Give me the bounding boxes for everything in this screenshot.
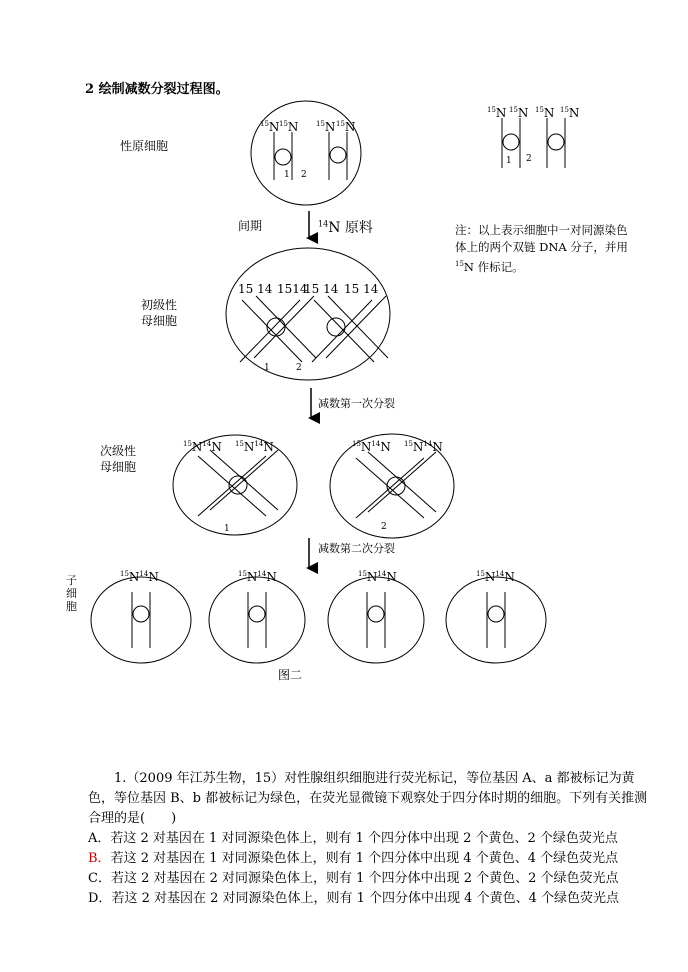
secondary-chromosomes-1: [198, 450, 278, 516]
strand-label: 15 14: [304, 282, 339, 296]
label-secondary-cell-1: 次级性: [100, 444, 137, 458]
primary-chromosomes: [240, 296, 388, 362]
chromosome-number: 1: [264, 363, 270, 373]
label-daughter-cell: 子细胞: [66, 574, 77, 613]
daughter-cells: [91, 577, 546, 663]
label-primary-cell-2: 母细胞: [141, 314, 178, 328]
strand-label: $^{15}N^{14}N$: [404, 440, 443, 454]
strand-label: $^{15}N^{14}N$: [476, 570, 515, 584]
strand-label: $^{15}N^{14}N$: [235, 440, 274, 454]
strand-label: $^{15}$N: [560, 106, 580, 120]
label-meiosis1: 减数第一次分裂: [318, 397, 395, 410]
label-secondary-cell-2: 母细胞: [100, 460, 137, 474]
label-meiosis2: 减数第二次分裂: [318, 542, 395, 555]
option-a: A．若这 2 对基因在 1 对同源染色体上，则有 1 个四分体中出现 2 个黄色、2 个绿色荧光点: [88, 831, 618, 846]
chromosome-number: 2: [526, 154, 532, 164]
chromosome-number: 1: [506, 156, 512, 166]
label-original-cell: 性原细胞: [120, 139, 169, 153]
strand-label: $^{15}$N: [279, 120, 299, 134]
primary-cell: [226, 248, 390, 380]
chromosome-number: 2: [301, 170, 307, 180]
strand-label: 15 14: [238, 282, 273, 296]
note: 注：以上表示细胞中一对同源染色 体上的两个双链 DNA 分子，并用 $^{15}$N 作标记。: [455, 223, 628, 274]
strand-label: $^{15}N^{14}N$: [183, 440, 222, 454]
strand-label: $^{15}$N: [336, 120, 356, 134]
option-d: D．若这 2 对基因在 2 对同源染色体上，则有 1 个四分体中出现 4 个黄色、4 个绿色荧光点: [88, 891, 619, 906]
strand-label: $^{15}$N: [316, 120, 336, 134]
label-interphase: 间期: [238, 219, 263, 233]
strand-label: $^{15}$N: [260, 120, 280, 134]
chromosome-number: 1: [224, 524, 230, 534]
original-cell: [251, 101, 361, 205]
chromosome-number: 2: [381, 522, 387, 532]
option-b-letter: B．: [88, 851, 111, 866]
strand-label: $^{15}$N: [487, 106, 507, 120]
strand-label: $^{15}N^{14}N$: [352, 440, 391, 454]
option-c: C．若这 2 对基因在 2 对同源染色体上，则有 1 个四分体中出现 2 个黄色、2 个绿色荧光点: [88, 871, 619, 886]
strand-label: $^{15}N^{14}N$: [238, 570, 277, 584]
chromosome-number: 1: [284, 170, 290, 180]
strand-label: $^{15}$N: [535, 106, 555, 120]
section-title: 2 绘制减数分裂过程图。: [85, 82, 229, 97]
question-stem: 1.（2009 年江苏生物，15）对性腺组织细胞进行荧光标记，等位基因 A、a 都被标记为黄色，等位基因 B、b 都被标记为绿色，在荧光显微镜下观察处于四分体时期的细胞。下列有关推测合理的是( ): [88, 771, 648, 826]
option-b: B．若这 2 对基因在 1 对同源染色体上，则有 1 个四分体中出现 4 个黄色、4 个绿色荧光点: [88, 851, 619, 866]
label-raw-material: $^{14}$N 原料: [318, 219, 373, 236]
strand-label: $^{15}N^{14}N$: [120, 570, 159, 584]
strand-label: $^{15}N^{14}N$: [358, 570, 397, 584]
secondary-chromosomes-2: [356, 452, 436, 518]
strand-label: 15 14: [344, 282, 379, 296]
chromosome-number: 2: [296, 363, 302, 373]
label-primary-cell-1: 初级性: [141, 298, 178, 312]
strand-label: $^{15}$N: [509, 106, 529, 120]
strand-label: 1514: [277, 282, 308, 296]
figure-caption: 图二: [278, 668, 303, 682]
